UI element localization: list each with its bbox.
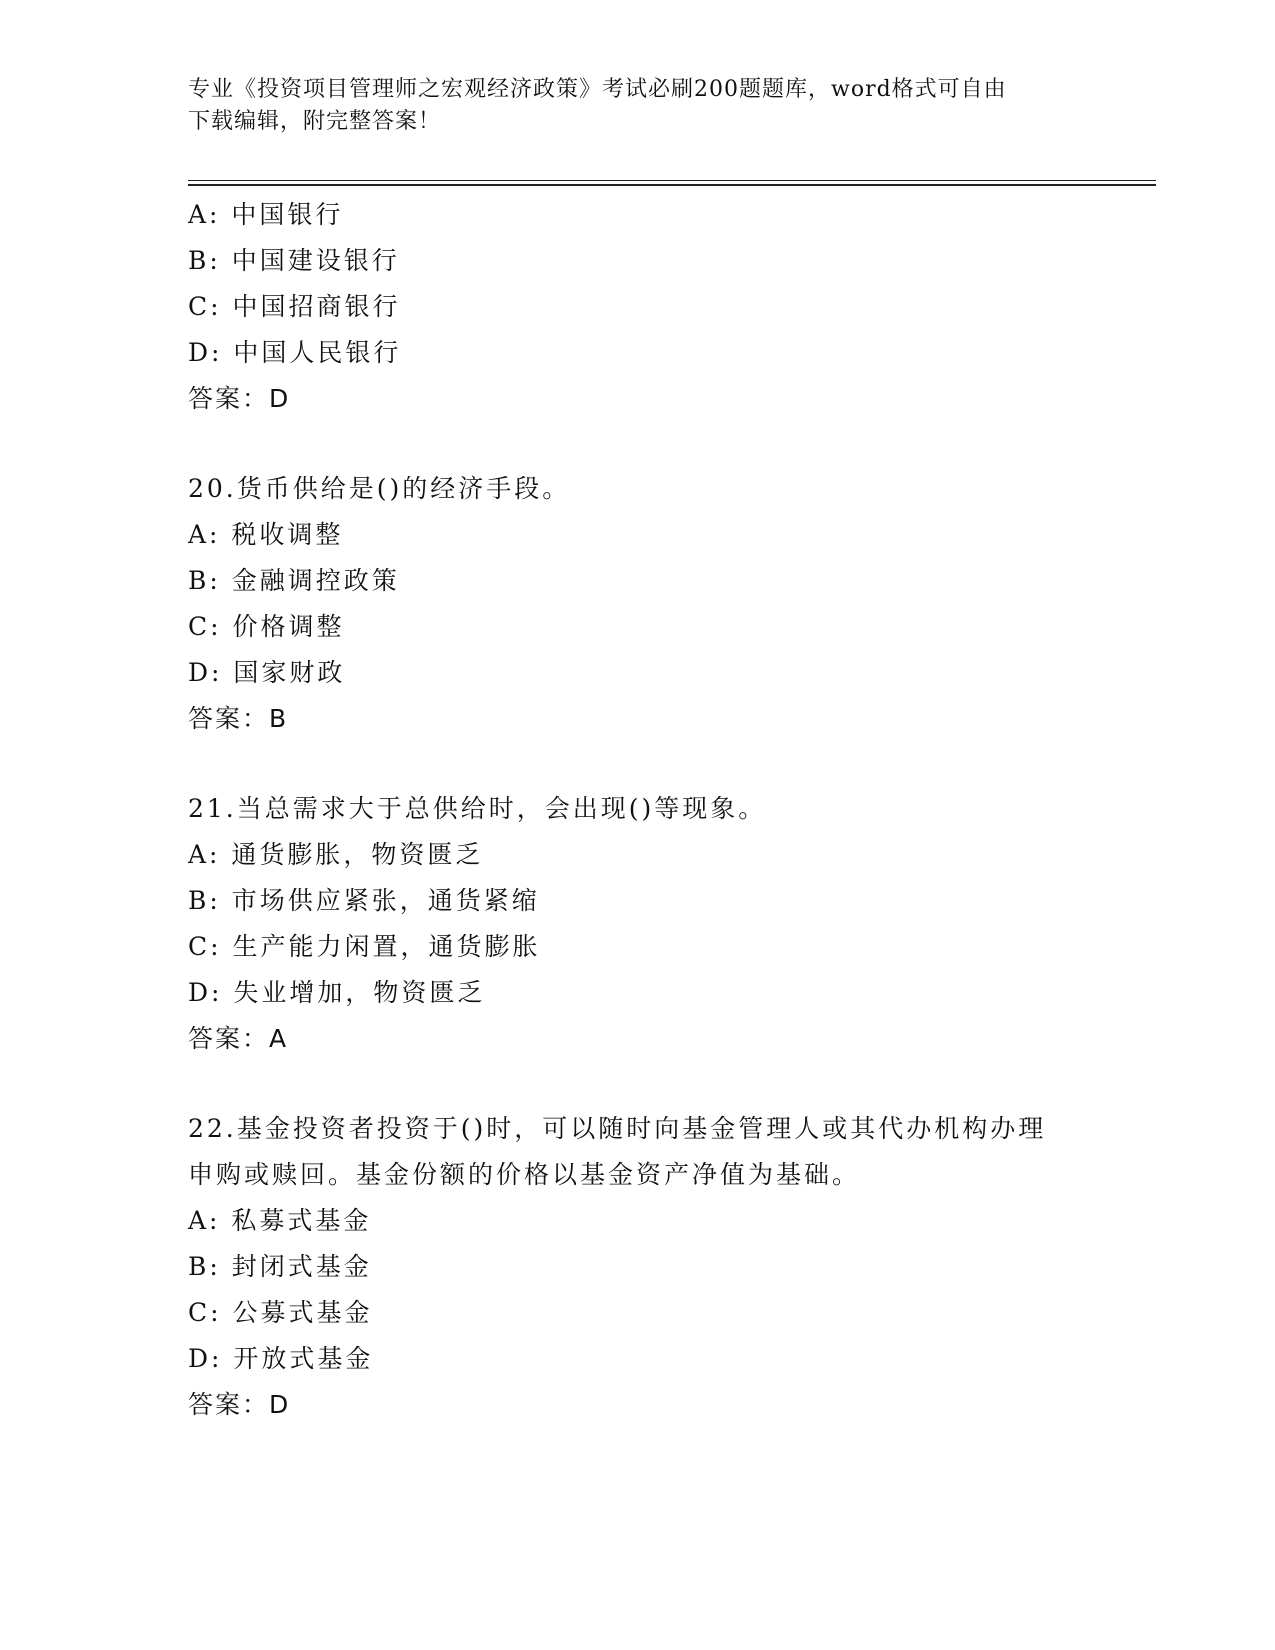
option-b: B: 市场供应紧张，通货紧缩 bbox=[188, 886, 540, 915]
question-stem: 20.货币供给是()的经济手段。 bbox=[188, 474, 571, 503]
spacer bbox=[188, 1062, 1088, 1106]
header-line-2: 下载编辑，附完整答案！ bbox=[188, 109, 442, 134]
question-20 bbox=[188, 466, 1088, 742]
answer-line: 答案：D bbox=[188, 1390, 291, 1419]
answer-line: 答案：B bbox=[188, 704, 289, 733]
option-d: D: 中国人民银行 bbox=[188, 338, 402, 367]
option-b: B: 封闭式基金 bbox=[188, 1252, 372, 1281]
option-b: B: 金融调控政策 bbox=[188, 566, 400, 595]
option-c: C: 公募式基金 bbox=[188, 1298, 373, 1327]
header-divider-thick bbox=[188, 184, 1156, 186]
option-d: D: 国家财政 bbox=[188, 658, 346, 687]
question-19-continued bbox=[188, 192, 1088, 422]
header-divider-thin bbox=[188, 180, 1156, 181]
question-stem-line-2: 申购或赎回。基金份额的价格以基金资产净值为基础。 bbox=[188, 1160, 861, 1189]
answer-line: 答案：D bbox=[188, 384, 291, 413]
question-stem-line-1: 22.基金投资者投资于()时，可以随时向基金管理人或其代办机构办理 bbox=[188, 1114, 1047, 1143]
option-b: B: 中国建设银行 bbox=[188, 246, 400, 275]
option-c: C: 中国招商银行 bbox=[188, 292, 401, 321]
spacer bbox=[188, 422, 1088, 466]
option-a: A: 通货膨胀，物资匮乏 bbox=[188, 840, 484, 869]
question-stem: 21.当总需求大于总供给时，会出现()等现象。 bbox=[188, 794, 767, 823]
option-a: A: 税收调整 bbox=[188, 520, 344, 549]
option-a: A: 私募式基金 bbox=[188, 1206, 372, 1235]
option-c: C: 价格调整 bbox=[188, 612, 345, 641]
option-d: D: 开放式基金 bbox=[188, 1344, 374, 1373]
header-line-1: 专业《投资项目管理师之宏观经济政策》考试必刷200题题库，word格式可自由 bbox=[188, 77, 1007, 102]
option-a: A: 中国银行 bbox=[188, 200, 344, 229]
spacer bbox=[188, 742, 1088, 786]
document-body bbox=[188, 192, 1088, 1428]
option-c: C: 生产能力闲置，通货膨胀 bbox=[188, 932, 541, 961]
answer-line: 答案：A bbox=[188, 1024, 289, 1053]
question-21 bbox=[188, 786, 1088, 1062]
document-header bbox=[188, 74, 1088, 138]
option-d: D: 失业增加，物资匮乏 bbox=[188, 978, 486, 1007]
question-22 bbox=[188, 1106, 1088, 1428]
